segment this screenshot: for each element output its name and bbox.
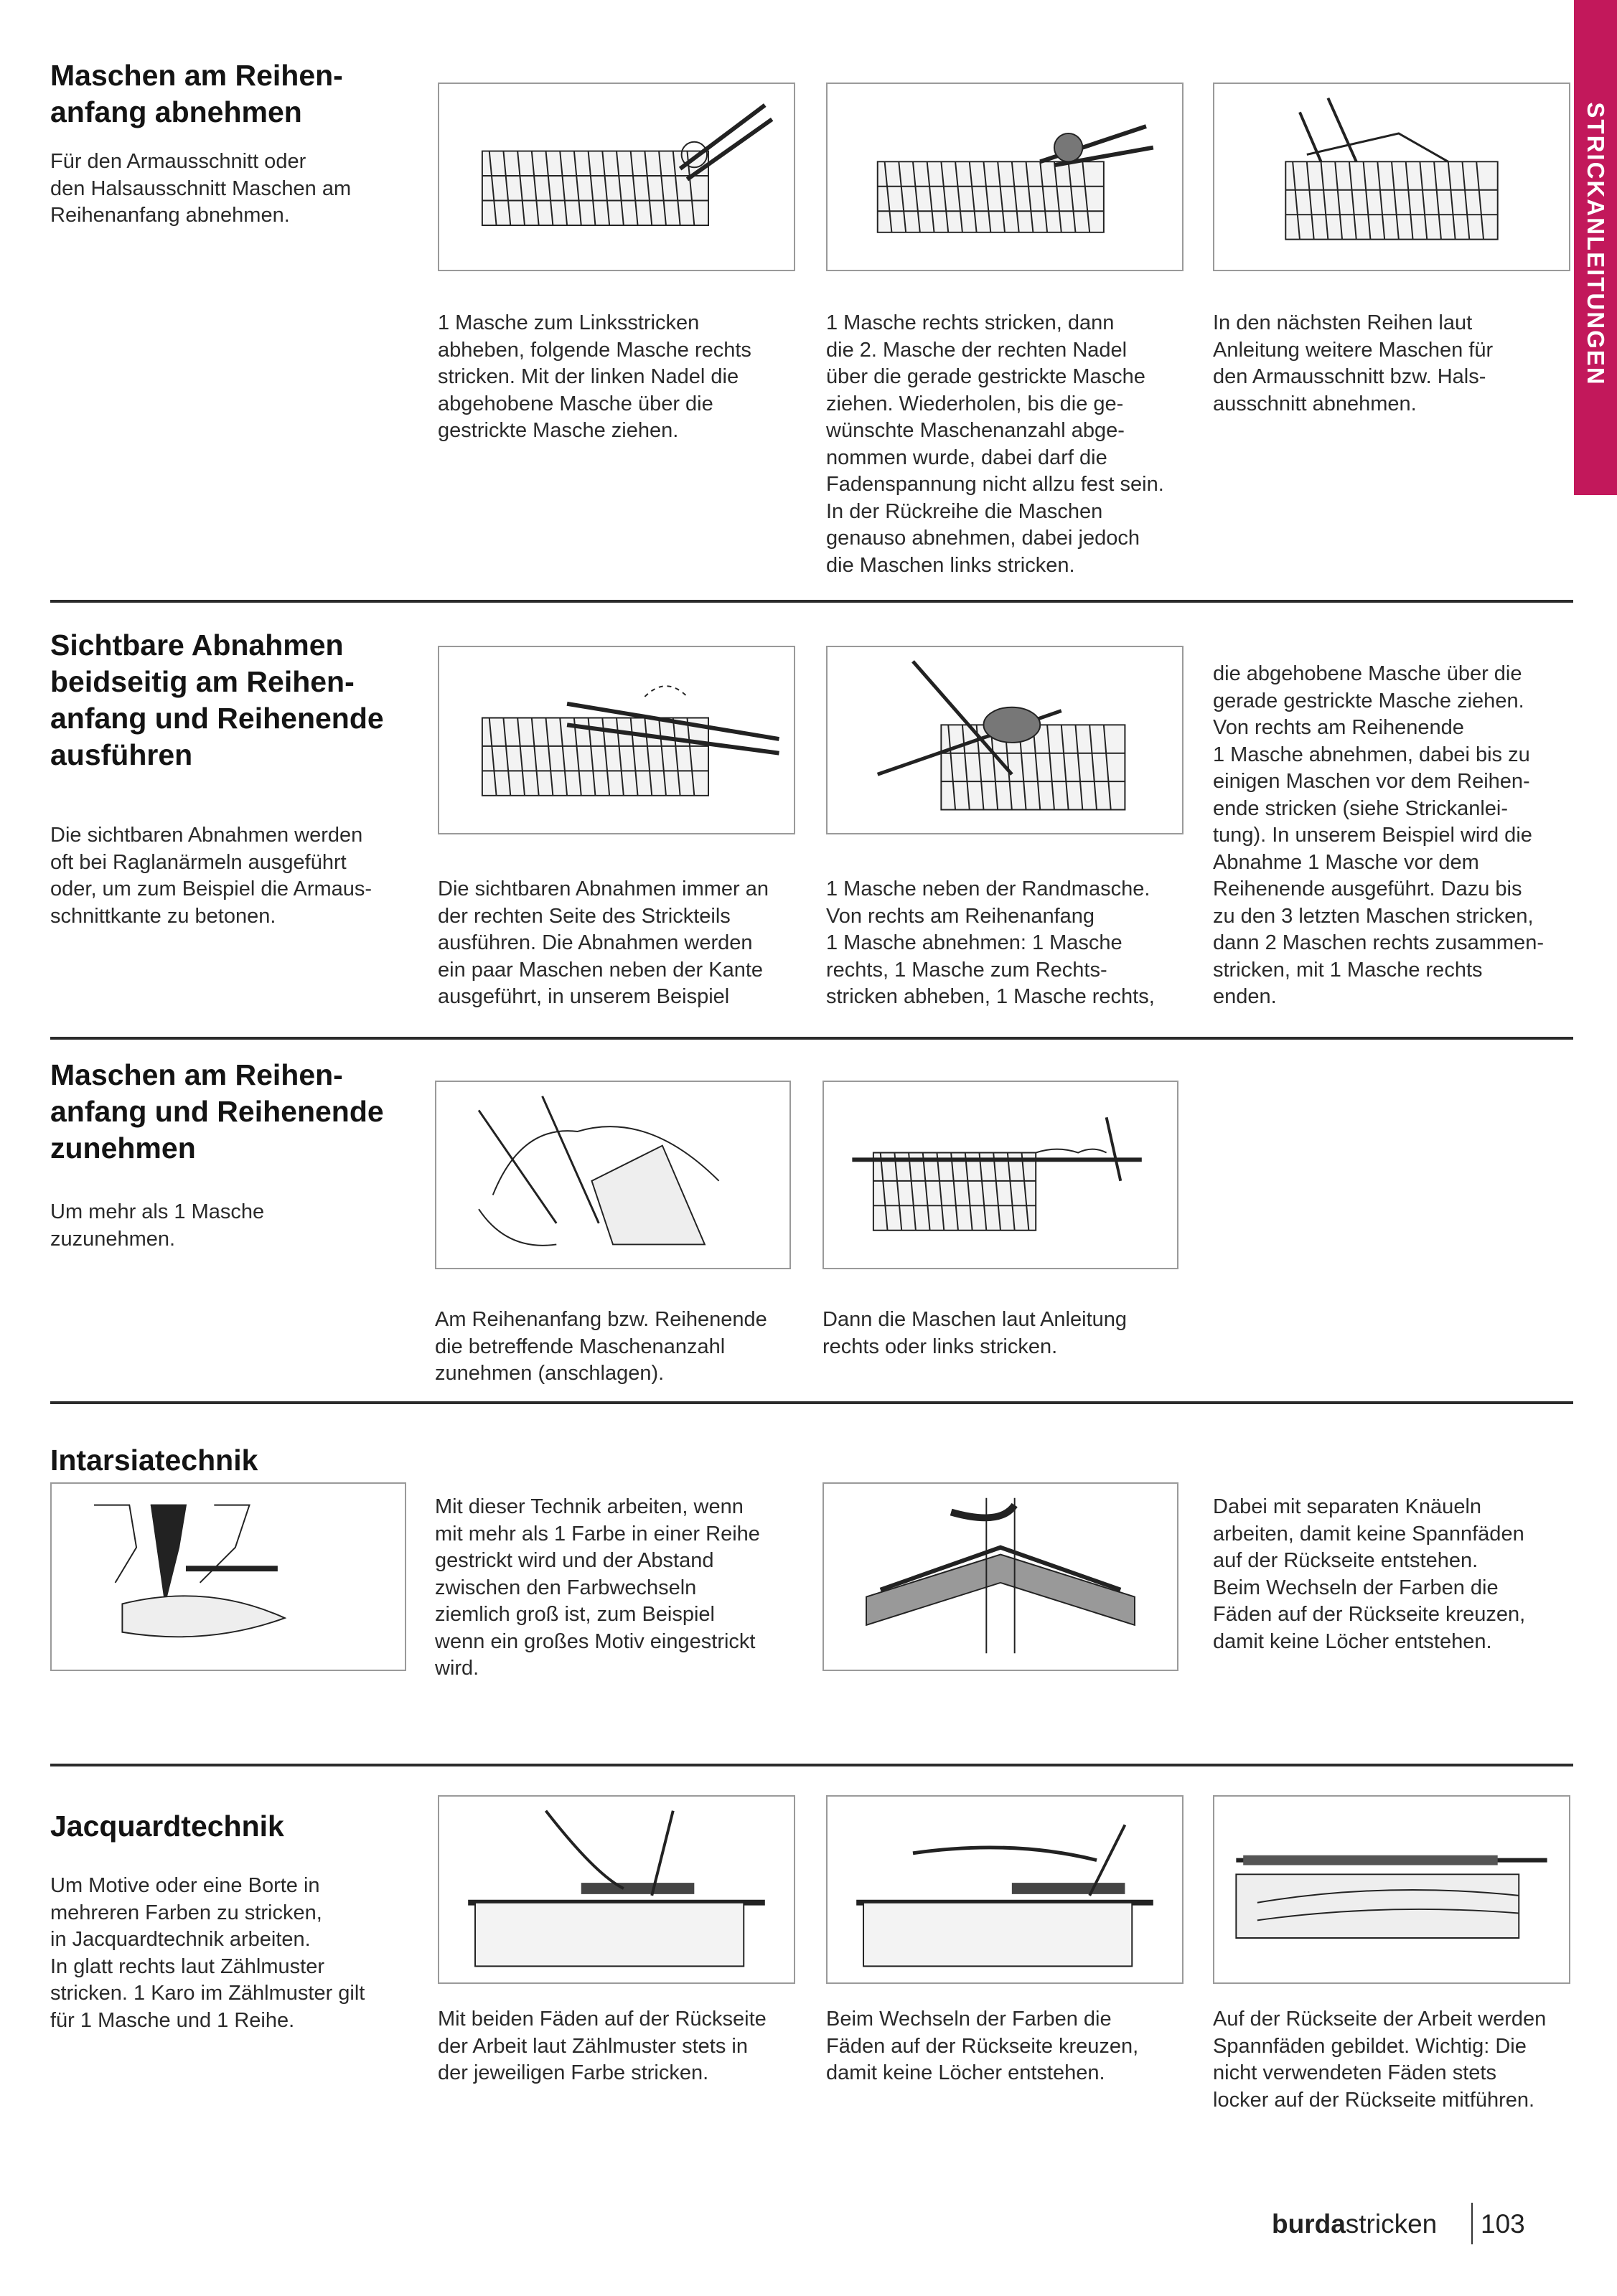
section-title: Maschen am Reihen- anfang abnehmen bbox=[50, 59, 343, 128]
knitting-illustration bbox=[822, 1081, 1178, 1269]
step-text: 1 Masche zum Linksstricken abheben, folgende Masche rechts stricken. Mit der linken Nadel die abgehobene Masche über die gestrickte Masche ziehen. bbox=[438, 311, 751, 442]
knitting-illustration bbox=[826, 1795, 1184, 1984]
brand-regular: stricken bbox=[1345, 2209, 1438, 2239]
section-divider bbox=[50, 600, 1573, 603]
page-number: 103 bbox=[1481, 2209, 1525, 2239]
section-intro: Die sichtbaren Abnahmen werden oft bei Raglanärmeln ausgeführt oder, um zum Beispiel die Armaus- schnittkante zu betonen. bbox=[50, 824, 372, 928]
section-title: Intarsiatechnik bbox=[50, 1444, 258, 1477]
side-tab bbox=[1574, 0, 1617, 495]
knitting-illustration bbox=[826, 646, 1184, 834]
knitting-illustration bbox=[1213, 83, 1570, 271]
knitting-illustration bbox=[50, 1482, 406, 1671]
section-title: Jacquardtechnik bbox=[50, 1810, 284, 1843]
step-text: Die sichtbaren Abnahmen immer an der rechten Seite des Strickteils ausführen. Die Abnahmen werden ein paar Maschen neben der Kante ausgeführt, in unserem Beispiel bbox=[438, 878, 769, 1008]
section-intro: Für den Armausschnitt oder den Halsausschnitt Maschen am Reihenanfang abnehmen. bbox=[50, 150, 352, 227]
knitting-illustration bbox=[1213, 1795, 1570, 1984]
knitting-illustration bbox=[438, 646, 795, 834]
step-text: Dabei mit separaten Knäueln arbeiten, damit keine Spannfäden auf der Rückseite entstehen. Beim Wechseln der Farben die Fäden auf der Rückseite kreuzen, damit keine Löcher entstehen. bbox=[1213, 1495, 1526, 1653]
step-text: Mit beiden Fäden auf der Rückseite der Arbeit laut Zählmuster stets in der jeweiligen Farbe stricken. bbox=[438, 2008, 767, 2084]
step-text: Auf der Rückseite der Arbeit werden Spannfäden gebildet. Wichtig: Die nicht verwendeten Fäden stets locker auf der Rückseite mitführen. bbox=[1213, 2008, 1547, 2112]
step-text: Mit dieser Technik arbeiten, wenn mit mehr als 1 Farbe in einer Reihe gestrickt wird und der Abstand zwischen den Farbwechseln ziemlich groß ist, zum Beispiel wenn ein großes Motiv eingestrickt wird. bbox=[435, 1495, 760, 1680]
side-tab-label: STRICKANLEITUNGEN bbox=[1583, 102, 1609, 386]
step-text: In den nächsten Reihen laut Anleitung weitere Maschen für den Armausschnitt bzw. Hals- ausschnitt abnehmen. bbox=[1213, 311, 1494, 415]
section-intro: Um Motive oder eine Borte in mehreren Farben zu stricken, in Jacquardtechnik arbeiten. In glatt rechts laut Zählmuster stricken. 1 Karo im Zählmuster gilt für 1 Masche und 1 Reihe. bbox=[50, 1874, 365, 2032]
knitting-illustration bbox=[822, 1482, 1178, 1671]
brand-bold: burda bbox=[1272, 2209, 1346, 2239]
section-title: Maschen am Reihen- anfang und Reihenende zunehmen bbox=[50, 1058, 384, 1165]
step-text: Dann die Maschen laut Anleitung rechts oder links stricken. bbox=[822, 1308, 1128, 1358]
section-divider bbox=[50, 1401, 1573, 1404]
section-title: Sichtbare Abnahmen beidseitig am Reihen- anfang und Reihenende ausführen bbox=[50, 629, 384, 771]
section-divider bbox=[50, 1764, 1573, 1766]
section-divider bbox=[50, 1037, 1573, 1040]
step-text: 1 Masche neben der Randmasche. Von rechts am Reihenanfang 1 Masche abnehmen: 1 Masche rechts, 1 Masche zum Rechts- stricken abheben, 1 Masche rechts, bbox=[826, 878, 1155, 1008]
page-number-separator bbox=[1471, 2203, 1473, 2244]
step-text: Beim Wechseln der Farben die Fäden auf der Rückseite kreuzen, damit keine Löcher entstehen. bbox=[826, 2008, 1139, 2084]
step-text: 1 Masche rechts stricken, dann die 2. Masche der rechten Nadel über die gerade gestrickte Masche ziehen. Wiederholen, bis die ge- wünschte Maschenanzahl abge- nommen wurde, dabei darf die Fadenspannung nicht allzu fest sein. In der Rückreihe die Maschen genauso abnehmen, dabei jedoch die Maschen links stricken. bbox=[826, 311, 1164, 577]
section-intro: Um mehr als 1 Masche zuzunehmen. bbox=[50, 1200, 265, 1251]
knitting-illustration bbox=[438, 83, 795, 271]
step-text: Am Reihenanfang bzw. Reihenende die betreffende Maschenanzahl zunehmen (anschlagen). bbox=[435, 1308, 767, 1385]
knitting-illustration bbox=[438, 1795, 795, 1984]
brand-label bbox=[1272, 2203, 1437, 2246]
knitting-illustration bbox=[826, 83, 1184, 271]
step-text: die abgehobene Masche über die gerade gestrickte Masche ziehen. Von rechts am Reihenende 1 Masche abnehmen, dabei bis zu einigen Maschen vor dem Reihen- ende stricken (siehe Strickanlei- tung). In unserem Beispiel wird die Abnahme 1 Masche vor dem Reihenende ausgeführt. Dazu bis zu den 3 letzten Maschen stricken, dann 2 Maschen rechts zusammen- stricken, mit 1 Masche rechts enden. bbox=[1213, 662, 1544, 1008]
knitting-illustration bbox=[435, 1081, 791, 1269]
